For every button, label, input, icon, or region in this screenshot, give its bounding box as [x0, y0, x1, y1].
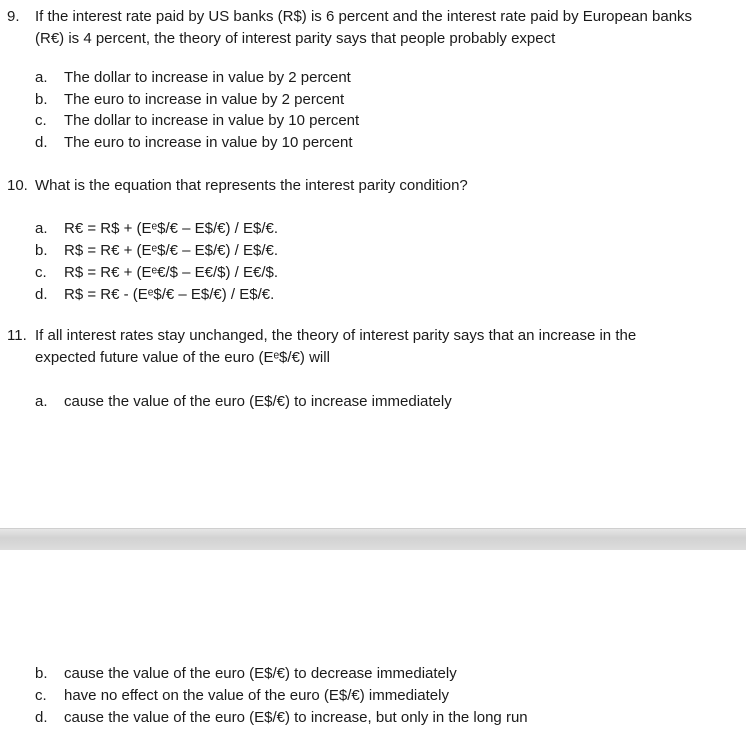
equation-text: R$ = R€ - (Eᵉ$/€ – E$/€) / E$/€.	[64, 286, 275, 303]
option-letter: d.	[35, 134, 48, 151]
question-10	[0, 175, 746, 197]
option-text: have no effect on the value of the euro (E$/€) immediately	[64, 687, 449, 704]
question-number: 11.	[7, 327, 27, 344]
option-letter: d.	[35, 286, 48, 303]
option-text: The euro to increase in value by 10 percent	[64, 134, 353, 151]
option-letter: a.	[35, 69, 48, 86]
option-letter: a.	[35, 220, 48, 237]
option-letter: c.	[35, 264, 47, 281]
option-text: cause the value of the euro (E$/€) to increase, but only in the long run	[64, 709, 528, 726]
equation-text: R$ = R€ + (Eᵉ$/€ – E$/€) / E$/€.	[64, 242, 279, 259]
question-text-line-2: expected future value of the euro (Eᵉ$/€) will	[35, 349, 330, 366]
option-text: The euro to increase in value by 2 percent	[64, 91, 345, 108]
page-break-divider	[0, 528, 746, 552]
question-number: 10.	[7, 177, 28, 194]
option-letter: c.	[35, 687, 47, 704]
equation-text: R€ = R$ + (Eᵉ$/€ – E$/€) / E$/€.	[64, 220, 279, 237]
option-letter: b.	[35, 665, 48, 682]
option-letter: b.	[35, 91, 48, 108]
option-letter: c.	[35, 112, 47, 129]
option-letter: d.	[35, 709, 48, 726]
question-text-line-1: If all interest rates stay unchanged, the theory of interest parity says that an increase in the	[35, 327, 637, 344]
option-text: The dollar to increase in value by 10 percent	[64, 112, 360, 129]
option-letter: a.	[35, 393, 48, 410]
equation-text: R$ = R€ + (Eᵉ€/$ – E€/$) / E€/$.	[64, 264, 279, 281]
question-text-line-2: (R€) is 4 percent, the theory of interest parity says that people probably expect	[35, 30, 556, 47]
document-page-2	[0, 550, 746, 748]
question-number: 9.	[7, 8, 20, 25]
option-letter: b.	[35, 242, 48, 259]
question-text-line-1: If the interest rate paid by US banks (R$) is 6 percent and the interest rate paid by European banks	[35, 8, 693, 25]
question-text-line-1: What is the equation that represents the interest parity condition?	[35, 177, 468, 194]
question-11	[0, 325, 746, 369]
question-9	[0, 6, 746, 50]
option-text: cause the value of the euro (E$/€) to decrease immediately	[64, 665, 457, 682]
option-text: The dollar to increase in value by 2 percent	[64, 69, 351, 86]
option-text: cause the value of the euro (E$/€) to increase immediately	[64, 393, 452, 410]
